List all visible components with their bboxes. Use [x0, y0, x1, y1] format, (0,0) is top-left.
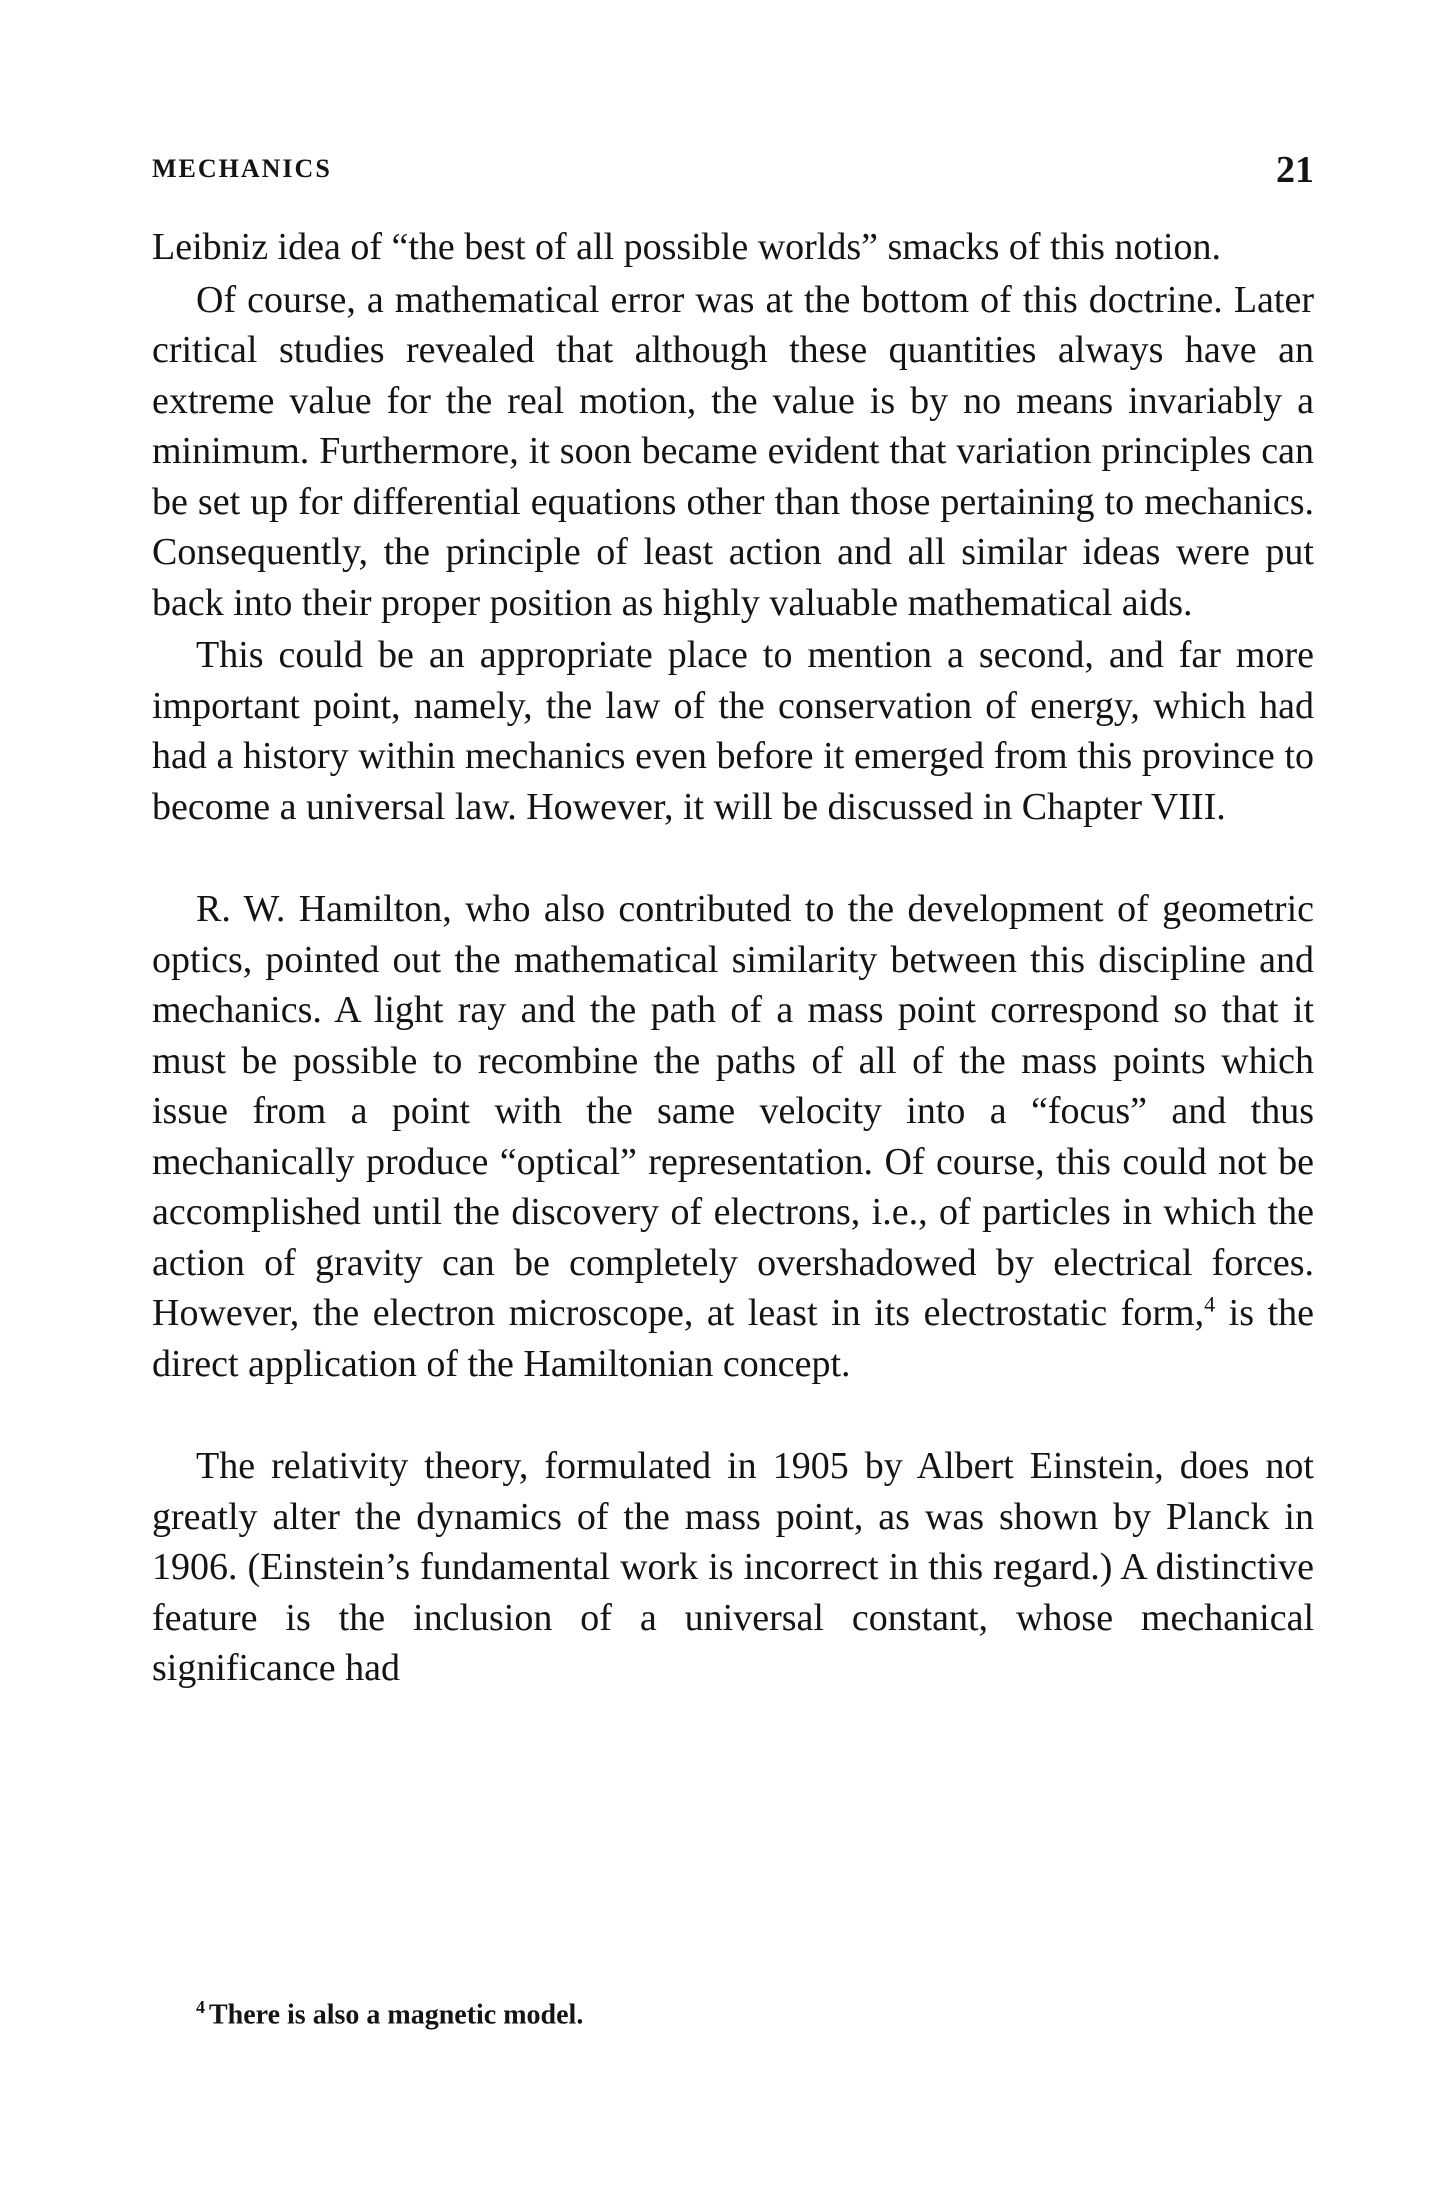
paragraph-continuation: Leibniz idea of “the best of all possible worlds” smacks of this notion. — [152, 226, 1222, 268]
footnote-text: There is also a magnetic model. — [209, 1999, 584, 2031]
paragraph-hamilton-text: R. W. Hamilton, who also contributed to the development of geometric optics, pointed out the mathematical similarity between this discipline and mechanics. A light ray and the path of a mass point correspond so that it must be possible to recombine the paths of all of the mass points which issue from a point with the same velocity into a “focus” and thus mechanically produce “optical” representation. Of course, this could not be accomplished until the discovery of electrons, i.e., of particles in which the action of gravity can be completely overshadowed by electrical forces. However, the electron microscope, at least in its electrostatic form, — [152, 888, 1314, 1334]
footnote-marker: 4 — [196, 1997, 205, 2017]
paragraph-conservation-of-energy: This could be an appropriate place to mention a second, and far more important point, namely, the law of the conservation of energy, which had had a history within mechanics even before it emerged from this province to become a universal law. However, it will be discussed in Chapter VIII. — [152, 634, 1314, 828]
paragraph-mathematical-error: Of course, a mathematical error was at the bottom of this doctrine. Later critical studies revealed that although these quantities always have an extreme value for the real motion, the value is by no means invariably a minimum. Furthermore, it soon became evident that variation principles can be set up for differential equations other than those pertaining to mechanics. Consequently, the principle of least action and all similar ideas were put back into their proper position as highly valuable mathematical aids. — [152, 278, 1314, 624]
running-head — [152, 148, 1314, 191]
paragraph-hamilton — [152, 884, 1314, 1389]
footnote-reference[interactable]: 4 — [1204, 1291, 1216, 1317]
paragraph-relativity: The relativity theory, formulated in 1905 by Albert Einstein, does not greatly alter the dynamics of the mass point, as was shown by Planck in 1906. (Einstein’s fundamental work is incorrect in this regard.) A distinctive feature is the inclusion of a universal constant, whose mechanical significance had — [152, 1445, 1314, 1689]
running-title: MECHANICS — [152, 154, 332, 183]
footnote — [196, 1990, 1296, 2032]
paragraph-hamilton-text-end: is the direct application of the Hamiltonian concept. — [152, 1292, 1314, 1385]
page-number: 21 — [1276, 149, 1314, 191]
body-text — [152, 222, 1314, 1694]
